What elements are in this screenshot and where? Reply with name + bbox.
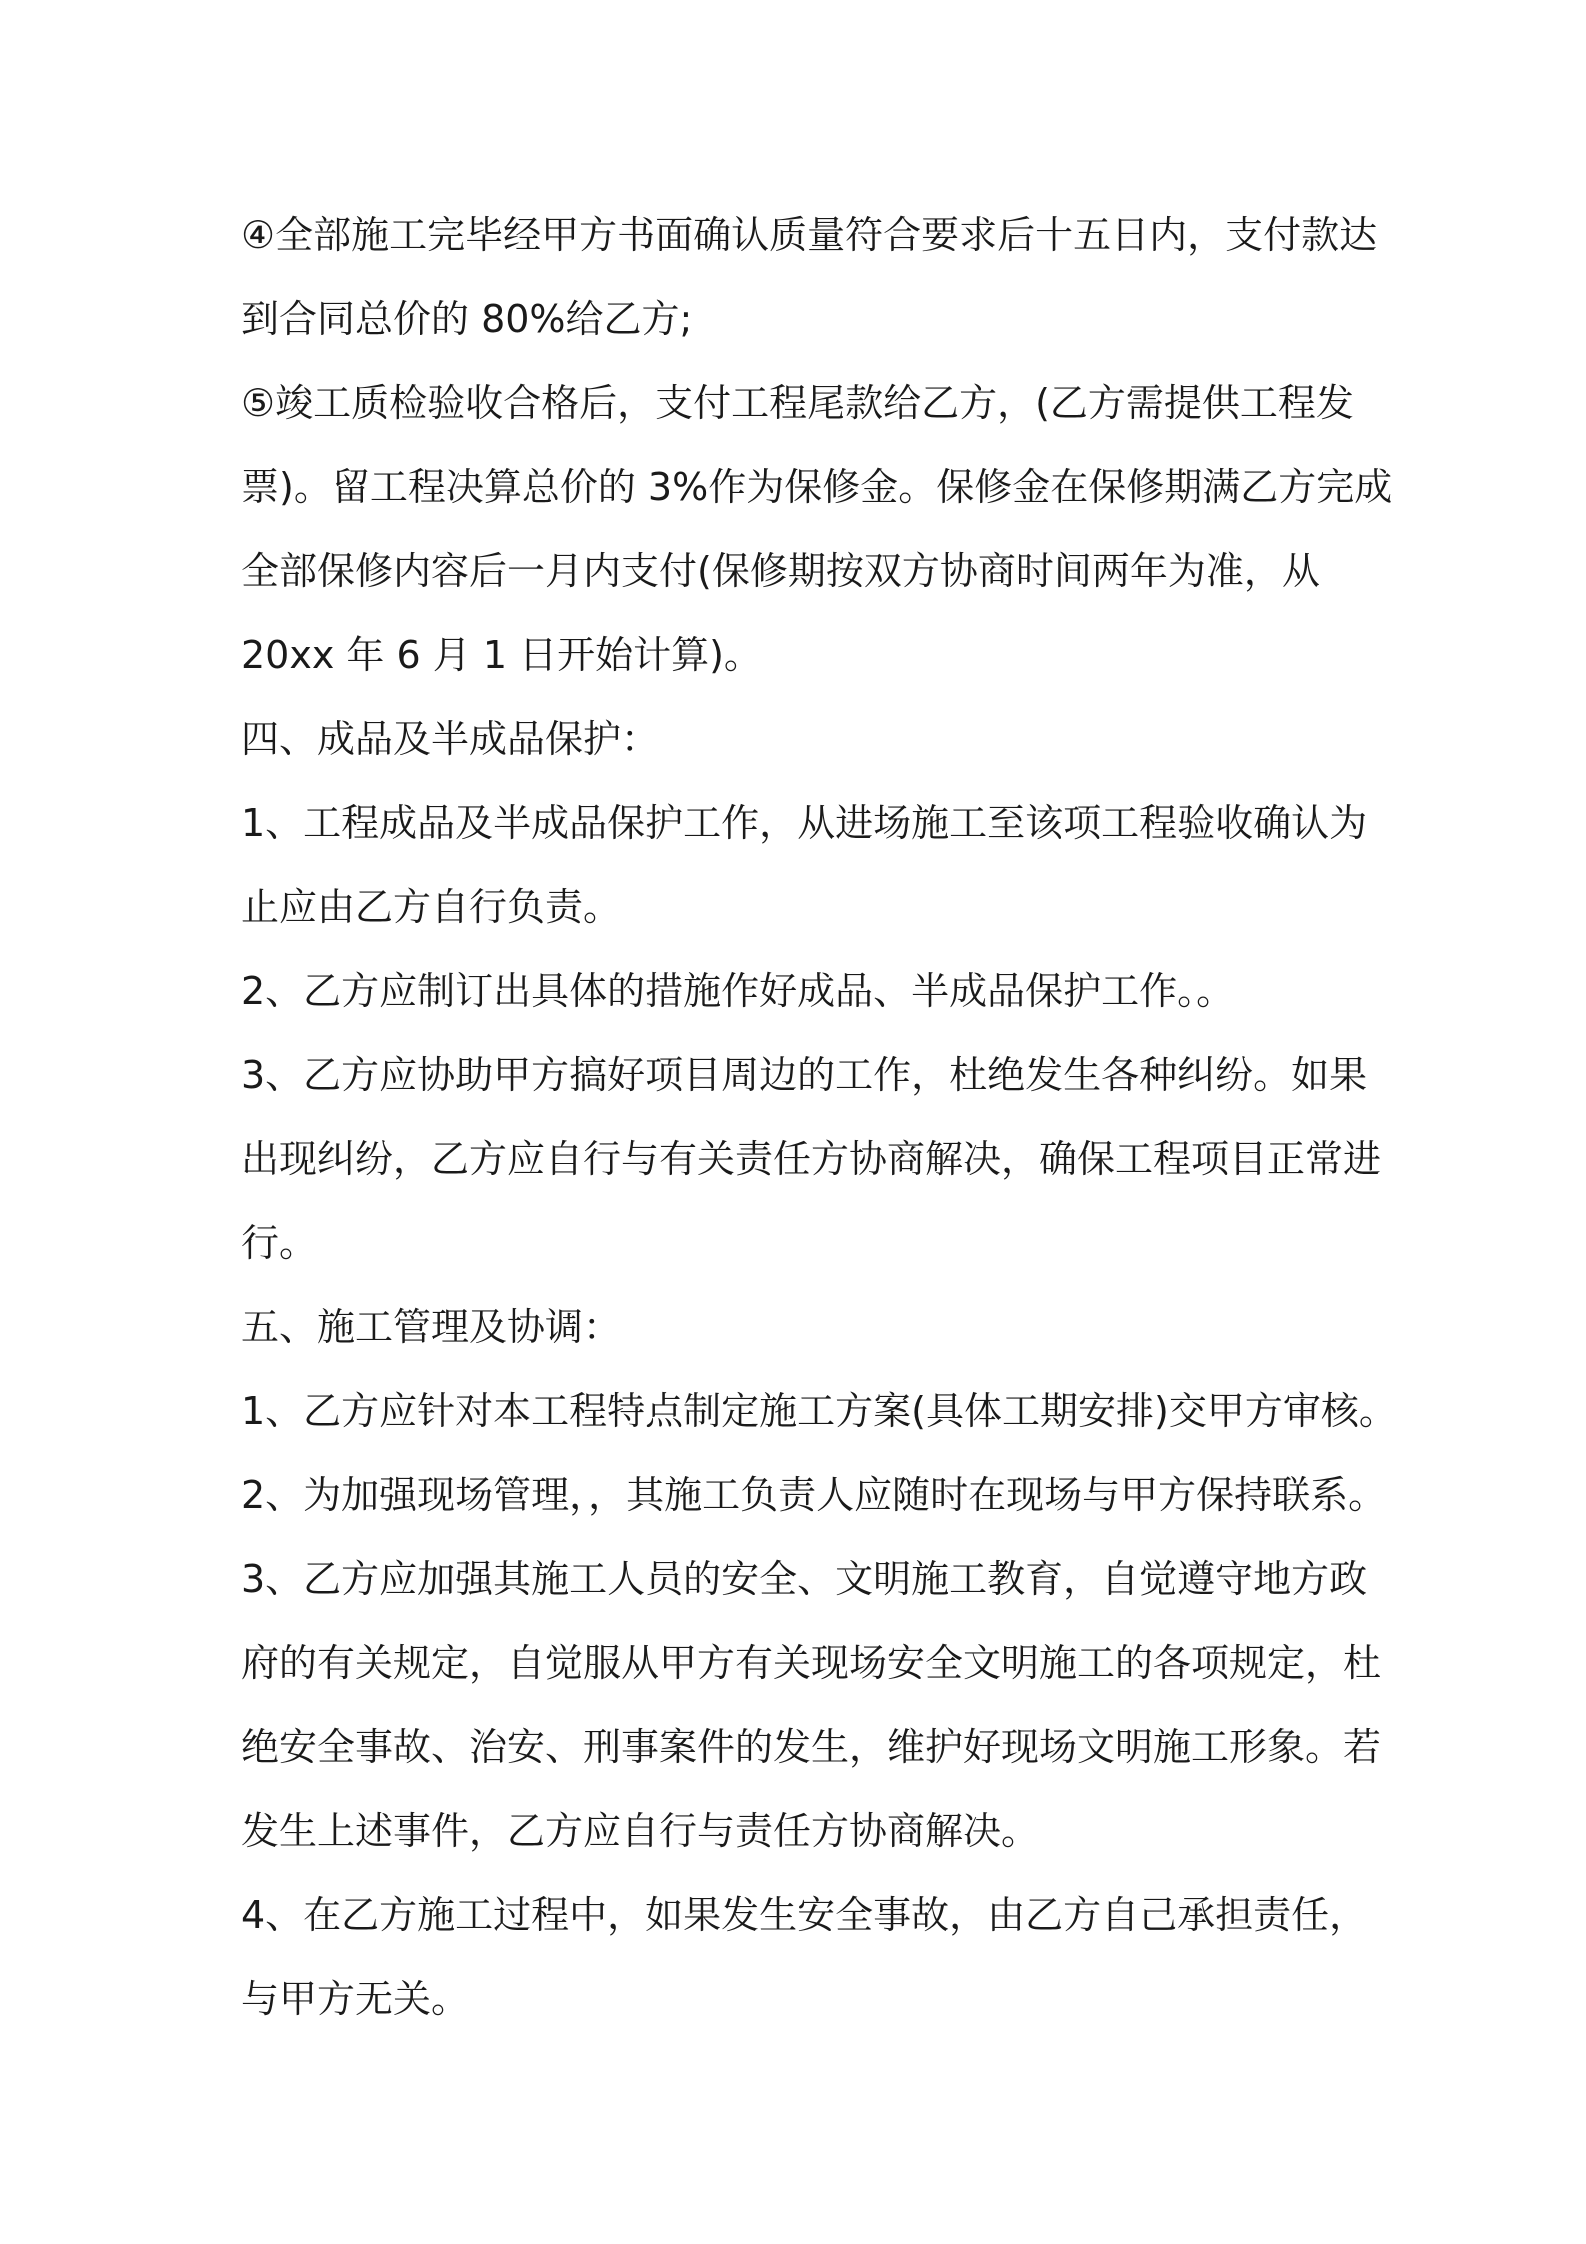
paragraph-management-item-2 — [241, 1453, 1387, 1537]
text-line: 1、工程成品及半成品保护工作，从进场施工至该项工程验收确认为 — [241, 801, 1368, 845]
text-line: 2、为加强现场管理，，其施工负责人应随时在现场与甲方保持联系。 — [241, 1473, 1387, 1517]
paragraph-payment-item-4 — [241, 193, 1378, 361]
paragraph-protection-item-2 — [241, 949, 1371, 1033]
text-line: 4、在乙方施工过程中，如果发生安全事故，由乙方自己承担责任， — [241, 1893, 1368, 1937]
paragraph-payment-item-5 — [241, 361, 1393, 697]
text-line: 3、乙方应协助甲方搞好项目周边的工作，杜绝发生各种纠纷。如果 — [241, 1053, 1368, 1097]
text-line: 府的有关规定，自觉服从甲方有关现场安全文明施工的各项规定，杜 — [241, 1641, 1382, 1685]
text-line: 行。 — [241, 1221, 318, 1265]
document-body — [241, 193, 1397, 2041]
section-heading-protection — [241, 697, 1371, 781]
text-line: 20xx 年 6 月 1 日开始计算)。 — [241, 633, 762, 677]
text-line: 与甲方无关。 — [241, 1977, 470, 2021]
text-line: 出现纠纷，乙方应自行与有关责任方协商解决，确保工程项目正常进 — [241, 1137, 1382, 1181]
text-line: 3、乙方应加强其施工人员的安全、文明施工教育，自觉遵守地方政 — [241, 1557, 1368, 1601]
text-line: ④全部施工完毕经甲方书面确认质量符合要求后十五日内，支付款达 — [241, 213, 1378, 257]
text-line: ⑤竣工质检验收合格后，支付工程尾款给乙方，(乙方需提供工程发 — [241, 381, 1354, 425]
paragraph-management-item-1 — [241, 1369, 1397, 1453]
text-line: 发生上述事件，乙方应自行与责任方协商解决。 — [241, 1809, 1040, 1853]
text-line: 1、乙方应针对本工程特点制定施工方案(具体工期安排)交甲方审核。 — [241, 1389, 1397, 1433]
text-line: 止应由乙方自行负责。 — [241, 885, 622, 929]
text-line: 2、乙方应制订出具体的措施作好成品、半成品保护工作。。 — [241, 969, 1235, 1013]
text-line: 五、施工管理及协调： — [241, 1305, 622, 1349]
paragraph-protection-item-3 — [241, 1033, 1382, 1285]
text-line: 绝安全事故、治安、刑事案件的发生，维护好现场文明施工形象。若 — [241, 1725, 1382, 1769]
text-line: 到合同总价的 80%给乙方; — [241, 297, 693, 341]
paragraph-management-item-4 — [241, 1873, 1371, 2041]
paragraph-management-item-3 — [241, 1537, 1382, 1873]
paragraph-protection-item-1 — [241, 781, 1371, 949]
section-heading-management — [241, 1285, 1371, 1369]
text-line: 票)。留工程决算总价的 3%作为保修金。保修金在保修期满乙方完成 — [241, 465, 1393, 509]
text-line: 四、成品及半成品保护： — [241, 717, 660, 761]
text-line: 全部保修内容后一月内支付(保修期按双方协商时间两年为准，从 — [241, 549, 1320, 593]
